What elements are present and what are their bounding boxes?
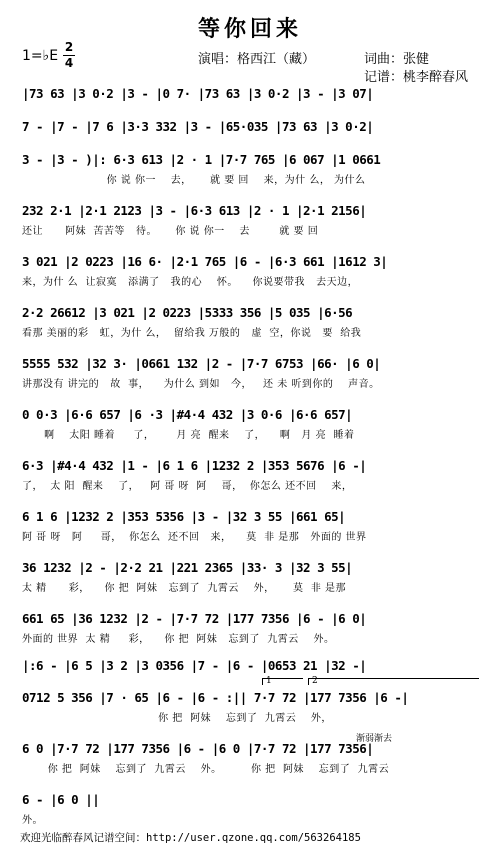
lyric-line: 太 精 彩， 你 把 阿妹 忘到了 九霄云 外， 莫 非 是那 [22, 583, 347, 594]
lyric-line: 还让 阿妹 苦苦等 待。 你 说 你一 去 就 要 回 [22, 226, 319, 237]
notation-line: 2·2 26612 |3 021 |2 0223 |5333 356 |5 035 |6·56 [22, 305, 353, 320]
lyric-line: 阿 哥 呀 阿 哥， 你怎么 还不回 来， 莫 非 是那 外面的 世界 [22, 532, 367, 543]
notation-line: 6 0 |7·7 72 |177 7356 |6 - |6 0 |7·7 72 |177 7356| [22, 741, 374, 756]
lyric-line: 了， 太 阳 醒来 了， 阿 哥 呀 阿 哥， 你怎么 还不回 来， [22, 481, 353, 492]
footer-credit: 欢迎光临醉春风记谱空间：http://user.qzone.qq.com/563264185 [20, 832, 361, 844]
notation-line: 7 - |7 - |7 6 |3·3 332 |3 - |65·035 |73 63 |3 0·2| [22, 119, 374, 134]
notation-line: 6·3 |#4·4 432 |1 - |6 1 6 |1232 2 |353 5676 |6 -| [22, 458, 367, 473]
notation-line: 3 - |3 - )|: 6·3 613 |2 · 1 |7·7 765 |6 067 |1 0661 [22, 152, 381, 167]
volta-label-2: 2 [312, 676, 318, 686]
lyric-line: 外。 [22, 815, 43, 826]
notation-line: 0712 5 356 |7 · 65 |6 - |6 - :|| 7·7 72 |177 7356 |6 -| [22, 690, 409, 705]
time-signature-denominator: 4 [64, 56, 74, 70]
singer-credit: 演唱：格西江（藏） [198, 52, 316, 67]
notation-line: |:6 - |6 5 |3 2 |3 0356 |7 - |6 - |0653 21 |32 -| [22, 658, 367, 673]
lyric-line: 你 把 阿妹 忘到了 九霄云 外， [22, 713, 332, 724]
notation-line: 661 65 |36 1232 |2 - |7·7 72 |177 7356 |6 - |6 0| [22, 611, 367, 626]
lyric-line: 你 说 你一 去， 就 要 回 来，为什 么， 为什么 [22, 175, 366, 186]
notation-line: 36 1232 |2 - |2·2 21 |221 2365 |33· 3 |32 3 55| [22, 560, 353, 575]
lyric-line: 啊 太阳 睡着 了， 月 亮 醒来 了， 啊 月 亮 睡着 [22, 430, 355, 441]
notation-line: 5555 532 |32 3· |0661 132 |2 - |7·7 6753 |66· |6 0| [22, 356, 381, 371]
lyric-line: 来，为什 么 让寂寞 添满了 我的心 怀。 你说要带我 去天边， [22, 277, 359, 288]
time-signature-numerator: 2 [64, 40, 74, 54]
notation-line: 232 2·1 |2·1 2123 |3 - |6·3 613 |2 · 1 |2·1 2156| [22, 203, 367, 218]
transcriber-credit: 记谱：桃李醉春风 [364, 70, 469, 85]
notation-line: |73 63 |3 0·2 |3 - |0 7· |73 63 |3 0·2 |3 - |3 07| [22, 86, 374, 101]
notation-line: 6 1 6 |1232 2 |353 5356 |3 - |32 3 55 |661 65| [22, 509, 346, 524]
fade-annotation: 渐弱渐去 [356, 734, 393, 744]
lyricist-credit: 词曲：张健 [364, 52, 430, 67]
notation-line: 0 0·3 |6·6 657 |6 ·3 |#4·4 432 |3 0·6 |6·6 657| [22, 407, 353, 422]
key-signature: 1=♭E [22, 48, 59, 64]
volta-bracket-2 [308, 678, 479, 685]
lyric-line: 看那 美丽的彩 虹，为什 么， 留给我 万般的 虚 空，你说 要 给我 [22, 328, 362, 339]
notation-line: 3 021 |2 0223 |16 6· |2·1 765 |6 - |6·3 661 |1612 3| [22, 254, 388, 269]
lyric-line: 外面的 世界 太 精 彩， 你 把 阿妹 忘到了 九霄云 外。 [22, 634, 335, 645]
volta-label-1: 1 [266, 676, 272, 686]
lyric-line: 你 把 阿妹 忘到了 九霄云 外。 你 把 阿妹 忘到了 九霄云 [22, 764, 390, 775]
notation-line: 6 - |6 0 || [22, 792, 100, 807]
lyric-line: 讲那没有 讲完的 故 事， 为什么 到如 今， 还 未 听到你的 声音。 [22, 379, 380, 390]
song-title: 等你回来 [197, 16, 302, 42]
